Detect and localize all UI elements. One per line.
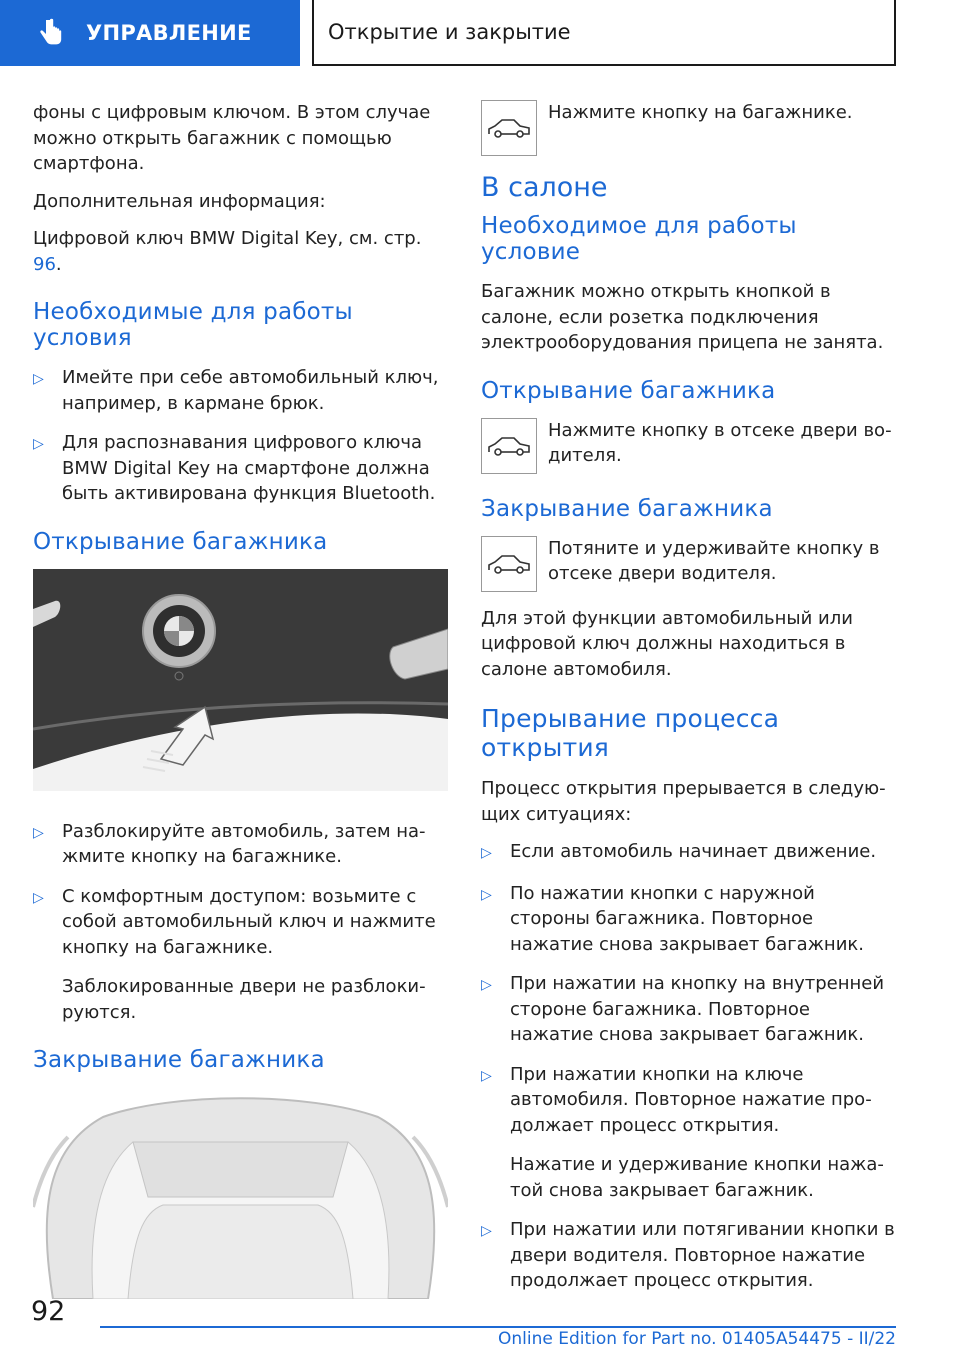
heading-open-trunk: Открывание багажника (33, 528, 328, 555)
page-link[interactable]: 96 (33, 253, 56, 275)
list-item (33, 819, 448, 870)
paragraph: Багажник можно открыть кнопкой в салоне, если розетка подключения электрооборудования прицепа не занята. (481, 281, 884, 353)
heading-open-trunk: Открывание багажника (481, 377, 776, 404)
triangle-bullet-icon: ▷ (481, 1223, 492, 1239)
triangle-bullet-icon: ▷ (33, 436, 44, 452)
list-item (33, 365, 448, 416)
footer-divider (100, 1326, 896, 1328)
triangle-bullet-icon: ▷ (481, 886, 492, 903)
paragraph-digital-key (33, 226, 448, 277)
list-item-note: Заблокированные двери не разблокируются. (62, 976, 426, 1023)
list-item (481, 881, 896, 958)
car-trunk-icon (481, 418, 537, 474)
heading-close-trunk: Закрывание багажника (481, 495, 773, 522)
list-item-text: При нажатии кнопки на ключе автомобиля. Повторное нажатие продолжает процесс открытия. (510, 1063, 872, 1136)
instruction-text: Потяните и удерживайте кнопку в отсеке двери водителя. (548, 537, 880, 584)
list-item-text: При нажатии или потягивании кнопки в двери водителя. Повторное нажатие продолжает процесс открытия. (510, 1219, 895, 1291)
right-column (481, 100, 896, 1308)
list-item (33, 430, 448, 507)
list-item (33, 884, 448, 961)
list-item (481, 1217, 896, 1294)
instruction-with-icon (481, 100, 896, 156)
chapter-title: Открытие и закрытие (328, 20, 571, 44)
paragraph: Процесс открытия прерывается в следующих ситуациях: (481, 778, 886, 825)
left-column (33, 100, 448, 1299)
heading-interrupt: Прерывание процесса открытия (481, 704, 780, 762)
list-item (481, 1062, 896, 1139)
list-item-text: Имейте при себе автомобильный ключ, например, в кармане брюк. (62, 367, 439, 414)
page-number: 92 (31, 1296, 66, 1327)
instruction-with-icon (481, 418, 896, 474)
list-item-text: При нажатии на кнопку на внутренней стороне багажника. Повторное нажатие снова закрывает багажник. (510, 973, 885, 1045)
triangle-bullet-icon: ▷ (481, 845, 492, 861)
car-trunk-icon (481, 100, 537, 156)
paragraph: Для этой функции автомобильный или цифровой ключ должны находиться в салоне автомобиля. (481, 607, 853, 680)
car-trunk-icon (481, 536, 537, 592)
list-item (481, 839, 896, 867)
section-title: УПРАВЛЕНИЕ (86, 21, 252, 45)
paragraph: Дополнительная информация: (33, 190, 326, 212)
triangle-bullet-icon: ▷ (481, 977, 492, 993)
triangle-bullet-icon: ▷ (33, 889, 44, 906)
list-item-text: С комфортным доступом: возьмите с собой автомобильный ключ и нажмите кнопку на багажнике. (62, 885, 436, 958)
list-item-text: Для распознавания цифрового ключа BMW Digital Key на смартфоне должна быть активирована функция Bluetooth. (62, 432, 436, 504)
heading-condition: Необходимое для работы условие (481, 213, 797, 265)
paragraph: фоны с цифровым ключом. В этом случае можно открыть багажник с помощью смартфона. (33, 102, 431, 174)
section-tab (0, 0, 300, 66)
instruction-text: Нажмите кнопку в отсеке двери водителя. (548, 419, 892, 466)
instruction-with-icon (481, 536, 896, 592)
list-item-text: По нажатии кнопки с наружной стороны багажника. Повторное нажатие снова закрывает багажник. (510, 882, 864, 955)
list-item-text: Разблокируйте автомобиль, затем нажмите кнопку на багажнике. (62, 820, 426, 867)
heading-conditions: Необходимые для работы условия (33, 299, 353, 351)
paragraph-end: . (55, 253, 62, 275)
trunk-button-photo (33, 569, 448, 791)
heading-in-cabin: В салоне (481, 172, 608, 203)
list-item (481, 971, 896, 1048)
edition-text: Online Edition for Part no. 01405A54475 - II/22 (497, 1329, 896, 1349)
hand-pointer-icon (34, 16, 68, 50)
triangle-bullet-icon: ▷ (33, 371, 44, 387)
chapter-header (312, 0, 896, 66)
list-item-text: Если автомобиль начинает движение. (510, 841, 877, 862)
heading-close-trunk: Закрывание багажника (33, 1047, 325, 1073)
triangle-bullet-icon: ▷ (33, 824, 44, 841)
instruction-text: Нажмите кнопку на багажнике. (548, 102, 853, 123)
open-trunk-photo (33, 1087, 448, 1299)
triangle-bullet-icon: ▷ (481, 1067, 492, 1084)
list-item-note: Нажатие и удерживание кнопки нажатой снова закрывает багажник. (510, 1154, 884, 1201)
paragraph-text: Цифровой ключ BMW Digital Key, см. стр. (33, 228, 422, 249)
